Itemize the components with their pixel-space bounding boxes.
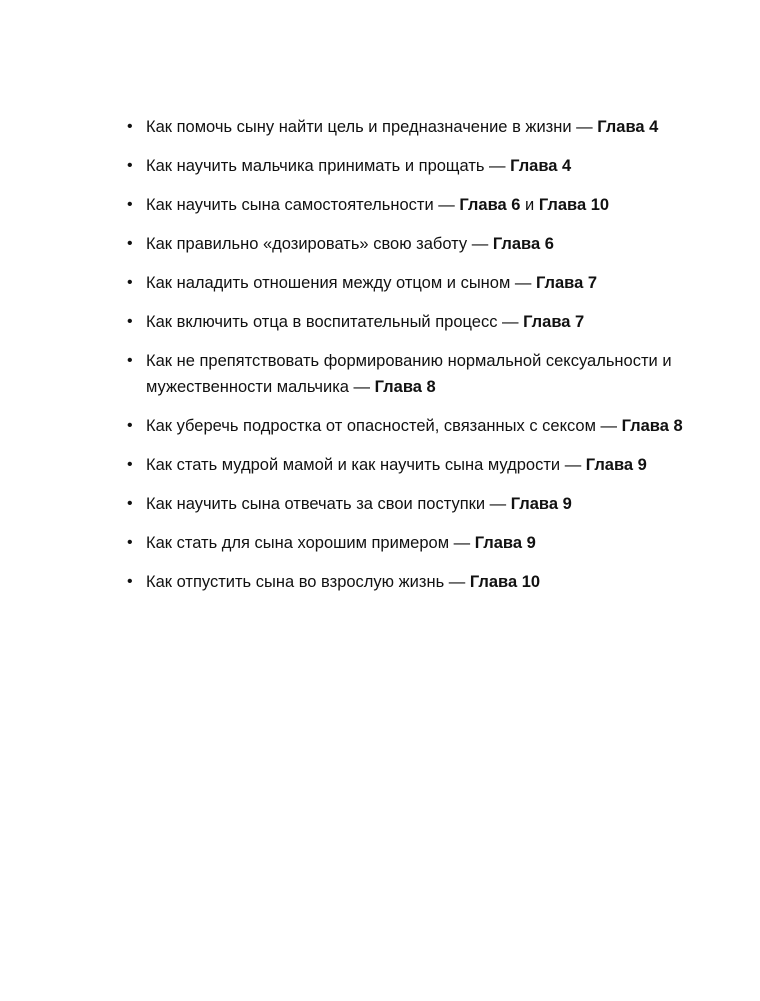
chapter-ref: Глава 10: [469, 573, 541, 591]
item-text: Как правильно «дозировать» свою заботу —: [146, 235, 493, 253]
item-text: Как стать для сына хорошим примером —: [146, 534, 475, 552]
chapter-ref: Глава 6: [459, 196, 521, 214]
conjunction: и: [520, 196, 539, 214]
chapter-ref: Глава 7: [523, 313, 585, 331]
list-item: [127, 569, 687, 595]
chapter-ref: Глава 8: [374, 378, 436, 396]
chapter-ref: Глава 8: [621, 417, 683, 435]
item-text: Как не препятствовать формированию нормальной сексуальности и мужественности мальчика —: [146, 352, 672, 396]
list-item: [127, 348, 687, 400]
chapter-ref: Глава 4: [597, 118, 659, 136]
chapter-ref: Глава 9: [510, 495, 572, 513]
chapter-ref: Глава 9: [474, 534, 536, 552]
chapter-ref: Глава 4: [510, 157, 572, 175]
chapter-ref: Глава 9: [585, 456, 647, 474]
item-text: Как уберечь подростка от опасностей, связанных с сексом —: [146, 417, 622, 435]
list-item: [127, 153, 687, 179]
list-item: [127, 231, 687, 257]
chapter-ref: Глава 7: [535, 274, 598, 292]
item-text: Как научить сына отвечать за свои поступки —: [146, 495, 511, 513]
list-item: [127, 270, 687, 296]
list-item: [127, 413, 687, 439]
chapter-ref-second: Глава 10: [538, 196, 610, 214]
item-text: Как стать мудрой мамой и как научить сына мудрости —: [146, 456, 586, 474]
list-item: [127, 192, 687, 218]
item-text: Как отпустить сына во взрослую жизнь —: [146, 573, 470, 591]
item-text: Как наладить отношения между отцом и сыном —: [146, 274, 536, 292]
item-text: Как включить отца в воспитательный процесс —: [146, 313, 524, 331]
item-text: Как помочь сыну найти цель и предназначение в жизни —: [146, 118, 598, 136]
chapter-ref: Глава 6: [492, 235, 554, 253]
item-text: Как научить сына самостоятельности —: [146, 196, 460, 214]
list-item: [127, 491, 687, 517]
list-item: [127, 452, 687, 478]
list-item: [127, 309, 687, 335]
list-item: [127, 530, 687, 556]
item-text: Как научить мальчика принимать и прощать —: [146, 157, 511, 175]
list-item: [127, 114, 687, 140]
chapter-guide-list: [127, 114, 687, 608]
